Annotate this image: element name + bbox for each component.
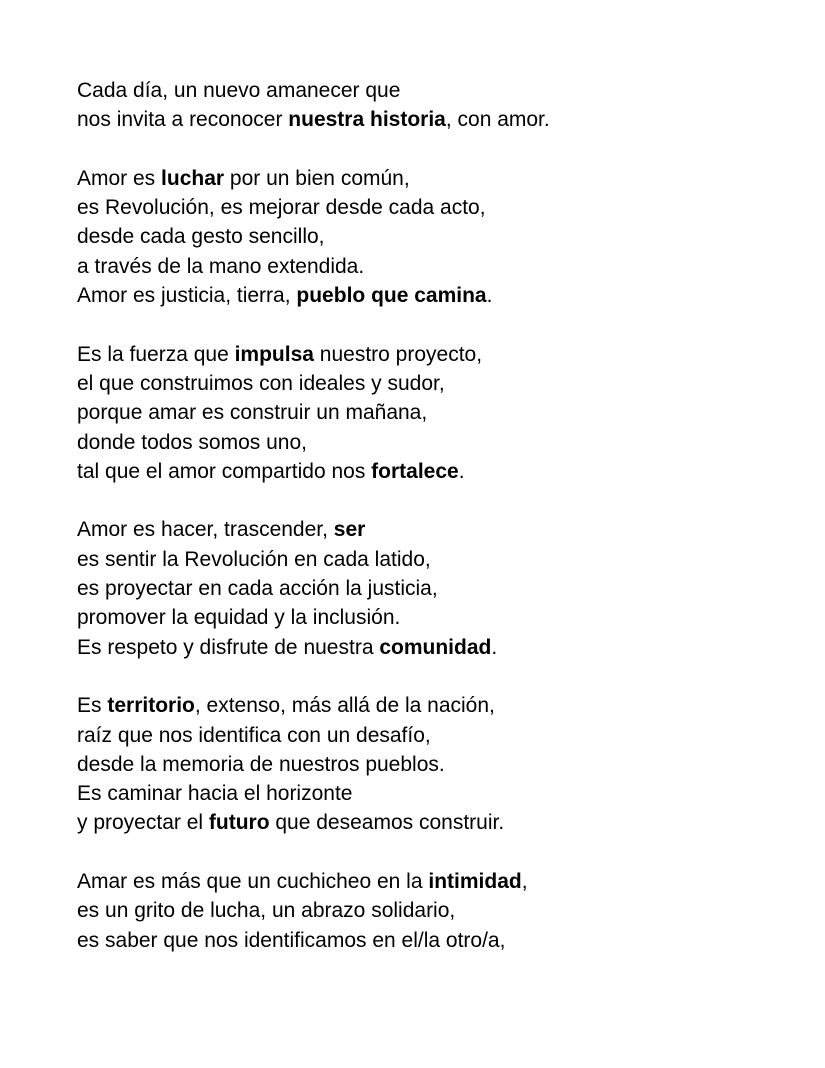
line-text: . [491, 635, 498, 659]
poem-line [77, 76, 797, 105]
poem-line [77, 105, 797, 134]
poem-line [77, 545, 797, 574]
line-text: es sentir la Revolución en cada latido, [77, 547, 431, 571]
emphasized-word: intimidad [428, 870, 522, 894]
poem-line [77, 340, 797, 369]
emphasized-word: fortalece [371, 459, 459, 483]
stanza [77, 76, 797, 135]
poem-line [77, 750, 797, 779]
line-text: desde cada gesto sencillo, [77, 225, 325, 249]
line-text: a través de la mano extendida. [77, 254, 365, 278]
line-text: , extenso, más allá de la nación, [194, 694, 495, 718]
emphasized-word: ser [333, 518, 366, 542]
line-text: es saber que nos identificamos en el/la otro/a, [77, 928, 506, 952]
emphasized-word: futuro [208, 811, 270, 835]
line-text: donde todos somos uno, [77, 430, 307, 454]
poem-line [77, 633, 797, 662]
line-text: Es [77, 694, 108, 718]
emphasized-word: luchar [161, 166, 225, 190]
line-text: Amor es [77, 166, 162, 190]
line-text: tal que el amor compartido nos [77, 459, 372, 483]
poem-line [77, 281, 797, 310]
line-text: Cada día, un nuevo amanecer que [77, 79, 401, 102]
emphasized-word: pueblo que camina [296, 284, 487, 308]
poem-line [77, 574, 797, 603]
stanza [77, 515, 797, 661]
line-text: , [521, 870, 528, 894]
line-text: y proyectar el [77, 811, 209, 835]
poem-line [77, 398, 797, 427]
line-text: por un bien común, [224, 166, 410, 190]
poem-line [77, 428, 797, 457]
poem-line [77, 515, 797, 544]
poem-line [77, 369, 797, 398]
poem-line [77, 691, 797, 720]
line-text: es un grito de lucha, un abrazo solidario, [77, 899, 456, 923]
poem-line [77, 193, 797, 222]
line-text: es proyectar en cada acción la justicia, [77, 577, 438, 601]
stanza [77, 340, 797, 486]
line-text: nos invita a reconocer [77, 108, 289, 132]
poem-page [77, 76, 797, 984]
stanza [77, 164, 797, 310]
line-text: , con amor. [445, 108, 550, 132]
line-text: Amor es hacer, trascender, [77, 518, 334, 542]
poem-line [77, 896, 797, 925]
line-text: . [486, 284, 493, 308]
line-text: nuestro proyecto, [313, 342, 483, 366]
poem-line [77, 808, 797, 837]
emphasized-word: territorio [107, 694, 195, 718]
stanza [77, 867, 797, 955]
poem-line [77, 457, 797, 486]
line-text: Es respeto y disfrute de nuestra [77, 635, 380, 659]
line-text: Es la fuerza que [77, 342, 235, 366]
line-text: que deseamos construir. [269, 811, 505, 835]
stanza [77, 691, 797, 837]
emphasized-word: nuestra historia [288, 108, 446, 132]
poem-line [77, 926, 797, 955]
poem-line [77, 721, 797, 750]
poem-line [77, 867, 797, 896]
poem-line [77, 779, 797, 808]
line-text: es Revolución, es mejorar desde cada acto, [77, 196, 486, 220]
line-text: desde la memoria de nuestros pueblos. [77, 752, 445, 776]
line-text: Amar es más que un cuchicheo en la [77, 870, 429, 894]
emphasized-word: comunidad [379, 635, 492, 659]
poem-line [77, 222, 797, 251]
line-text: promover la equidad y la inclusión. [77, 606, 401, 630]
line-text: el que construimos con ideales y sudor, [77, 371, 445, 395]
poem-line [77, 164, 797, 193]
line-text: Amor es justicia, tierra, [77, 284, 297, 308]
poem-line [77, 252, 797, 281]
emphasized-word: impulsa [234, 342, 314, 366]
poem-line [77, 603, 797, 632]
line-text: Es caminar hacia el horizonte [77, 782, 353, 806]
line-text: raíz que nos identifica con un desafío, [77, 723, 431, 747]
line-text: porque amar es construir un mañana, [77, 401, 428, 425]
line-text: . [458, 459, 465, 483]
